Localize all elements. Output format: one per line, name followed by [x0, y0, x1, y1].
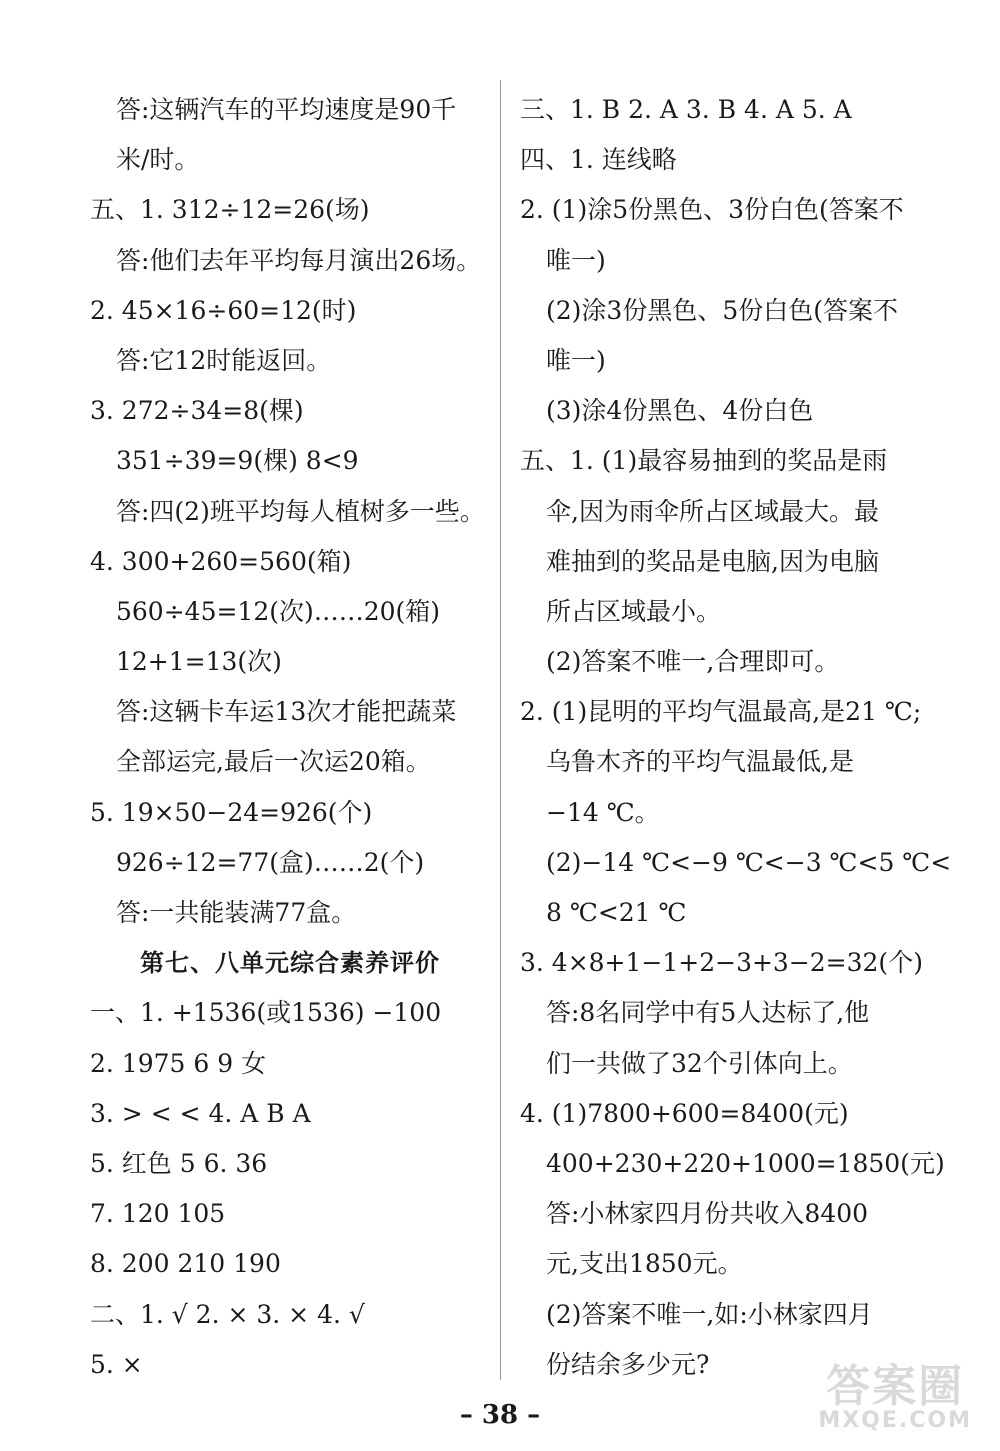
answer-line: 8. 200 210 190 — [90, 1249, 281, 1279]
answer-line: 二、1. √ 2. × 3. × 4. √ — [90, 1299, 365, 1329]
section-title: 第七、八单元综合素养评价 — [140, 949, 440, 978]
answer-line: 答:8名同学中有5人达标了,他 — [546, 998, 870, 1028]
answer-line: 答:一共能装满77盒。 — [116, 898, 357, 927]
answer-line: 560÷45=12(次)……20(箱) — [116, 596, 441, 626]
left-column — [90, 85, 490, 1390]
answer-line: 米/时。 — [116, 145, 200, 175]
answer-line: 答:它12时能返回。 — [116, 345, 332, 375]
answer-line: 五、1. 312÷12=26(场) — [90, 195, 370, 225]
answer-line: 乌鲁木齐的平均气温最低,是 — [546, 747, 854, 777]
answer-line: 5. × — [90, 1349, 143, 1379]
answer-line: 三、1. B 2. A 3. B 4. A 5. A — [520, 95, 852, 124]
answer-line: 400+230+220+1000=1850(元) — [546, 1148, 945, 1178]
watermark-logo — [818, 1350, 972, 1433]
answer-line: (3)涂4份黑色、4份白色 — [546, 396, 814, 426]
answer-line: 所占区域最小。 — [546, 596, 722, 626]
answer-line: 3. > < < 4. A B A — [90, 1098, 311, 1128]
answer-line: 3. 4×8+1−1+2−3+3−2=32(个) — [520, 948, 923, 978]
answer-line: 2. 1975 6 9 女 — [90, 1048, 267, 1078]
answer-line: (2)答案不唯一,如:小林家四月 — [546, 1299, 873, 1329]
answer-line: 5. 红色 5 6. 36 — [90, 1148, 268, 1178]
answer-line: −14 ℃。 — [546, 797, 660, 827]
answer-line: 351÷39=9(棵) 8<9 — [116, 446, 359, 476]
answer-line: 4. 300+260=560(箱) — [90, 546, 352, 576]
answer-line: 四、1. 连线略 — [520, 145, 677, 175]
answer-line: 唯一) — [546, 245, 606, 275]
watermark-bottom: MXQE.COM — [818, 1408, 972, 1433]
answer-line: 8 ℃<21 ℃ — [546, 898, 687, 927]
answer-line: 答:这辆汽车的平均速度是90千 — [116, 95, 457, 124]
answer-line: 唯一) — [546, 345, 606, 375]
page-number: – 38 – — [459, 1400, 541, 1430]
answer-line: 伞,因为雨伞所占区域最大。最 — [546, 496, 879, 526]
answer-line: 2. (1)涂5份黑色、3份白色(答案不 — [520, 195, 904, 225]
answer-line: 7. 120 105 — [90, 1199, 226, 1229]
answer-line: (2)−14 ℃<−9 ℃<−3 ℃<5 ℃< — [546, 847, 952, 877]
answer-line: 答:小林家四月份共收入8400 — [546, 1199, 869, 1229]
answer-line: 答:这辆卡车运13次才能把蔬菜 — [116, 697, 457, 727]
answer-line: (2)答案不唯一,合理即可。 — [546, 647, 840, 677]
answer-line: 3. 272÷34=8(棵) — [90, 396, 304, 426]
answer-line: 全部运完,最后一次运20箱。 — [116, 747, 431, 777]
answer-line: (2)涂3份黑色、5份白色(答案不 — [546, 295, 898, 325]
answer-line: 12+1=13(次) — [116, 647, 282, 677]
answer-line: 份结余多少元? — [546, 1349, 710, 1379]
answer-line: 五、1. (1)最容易抽到的奖品是雨 — [520, 446, 888, 476]
answer-line: 一、1. +1536(或1536) −100 — [90, 998, 442, 1028]
answer-line: 们一共做了32个引体向上。 — [546, 1048, 853, 1078]
answer-line: 2. 45×16÷60=12(时) — [90, 295, 357, 325]
answer-line: 4. (1)7800+600=8400(元) — [520, 1098, 849, 1128]
answer-line: 答:四(2)班平均每人植树多一些。 — [116, 496, 485, 526]
answer-line: 2. (1)昆明的平均气温最高,是21 ℃; — [520, 697, 922, 727]
answer-line: 难抽到的奖品是电脑,因为电脑 — [546, 546, 879, 576]
answer-line: 答:他们去年平均每月演出26场。 — [116, 245, 482, 275]
answer-line: 元,支出1850元。 — [546, 1249, 743, 1279]
answer-line: 5. 19×50−24=926(个) — [90, 797, 373, 827]
column-divider — [500, 80, 501, 1380]
answer-line: 926÷12=77(盒)……2(个) — [116, 847, 425, 877]
watermark-top: 答案圈 — [826, 1361, 965, 1412]
